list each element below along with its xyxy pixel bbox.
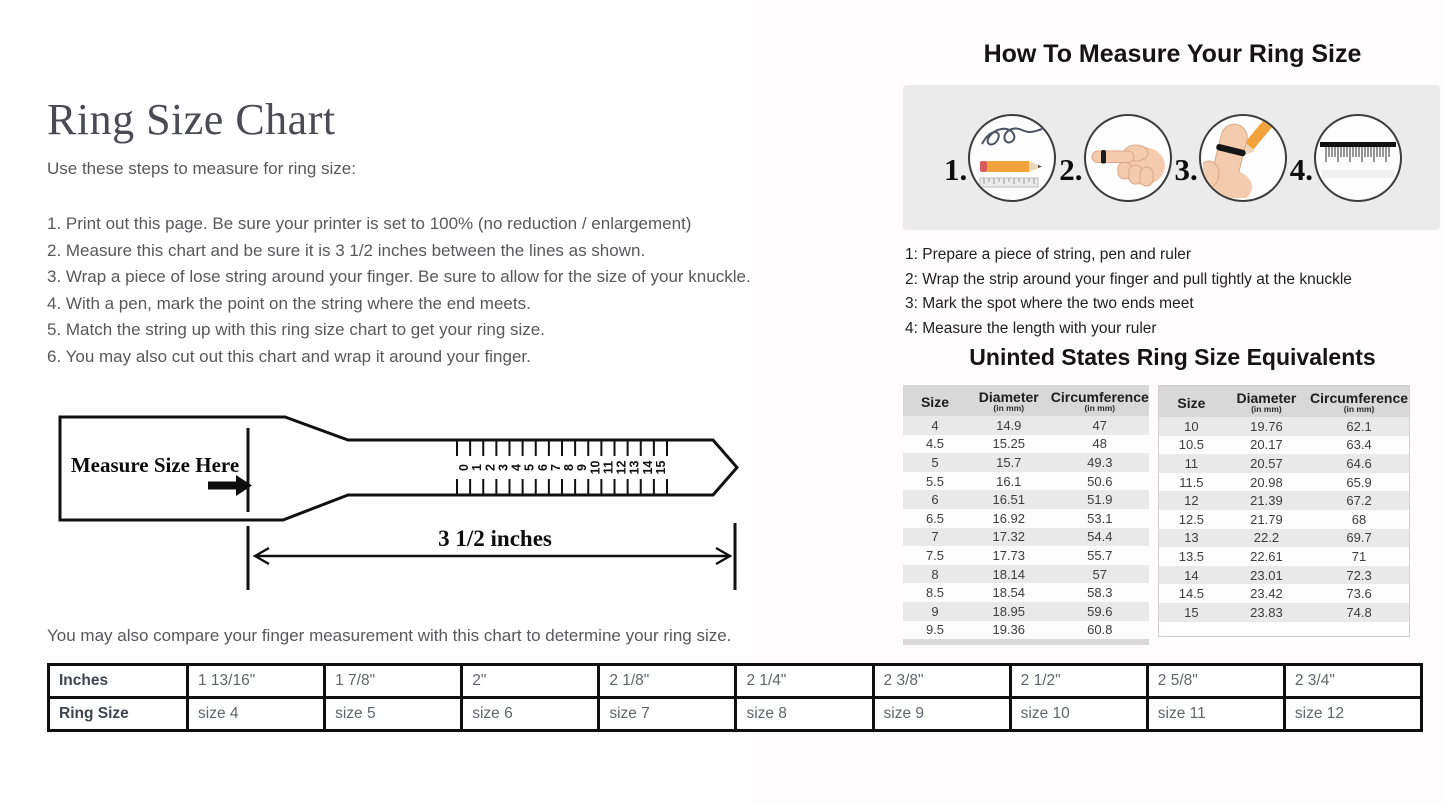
diameter-cell: 17.32 bbox=[967, 528, 1051, 547]
circumference-cell: 54.4 bbox=[1051, 528, 1149, 547]
unit-label: (in mm) bbox=[1251, 404, 1282, 414]
scale-number: 0 bbox=[457, 464, 472, 471]
size-cell: 6.5 bbox=[903, 509, 967, 528]
size-cell: 7 bbox=[903, 528, 967, 547]
diameter-cell: 19.76 bbox=[1224, 417, 1309, 436]
string-pen-ruler-icon bbox=[968, 114, 1056, 202]
diameter-cell: 21.79 bbox=[1224, 510, 1309, 529]
table-row bbox=[903, 416, 1149, 435]
diameter-cell: 16.92 bbox=[967, 509, 1051, 528]
table-row bbox=[1159, 473, 1410, 492]
diameter-header: Diameter (in mm) bbox=[967, 385, 1051, 416]
size-cell: 7.5 bbox=[903, 546, 967, 565]
ring-size-cell: size 11 bbox=[1147, 698, 1284, 731]
table-row bbox=[1159, 529, 1410, 548]
size-cell: 5.5 bbox=[903, 472, 967, 491]
ring-size-cell: size 8 bbox=[736, 698, 873, 731]
scale-number: 14 bbox=[640, 460, 655, 475]
ring-size-cell: size 5 bbox=[325, 698, 462, 731]
circumference-cell: 47 bbox=[1051, 416, 1149, 435]
size-cell: 13 bbox=[1159, 529, 1224, 548]
circumference-cell: 53.1 bbox=[1051, 509, 1149, 528]
table-row bbox=[903, 472, 1149, 491]
diameter-cell: 20.17 bbox=[1224, 436, 1309, 455]
scale-number: 5 bbox=[522, 464, 537, 471]
table-row bbox=[1159, 454, 1410, 473]
scale-number: 9 bbox=[575, 464, 590, 471]
size-cell: 9.5 bbox=[903, 621, 967, 640]
table-row bbox=[1159, 584, 1410, 603]
how-to-measure-title: How To Measure Your Ring Size bbox=[983, 40, 1362, 68]
unit-label: (in mm) bbox=[1343, 404, 1375, 414]
diameter-cell: 23.42 bbox=[1224, 584, 1309, 603]
diameter-cell: 17.73 bbox=[967, 546, 1051, 565]
diameter-cell: 16.51 bbox=[967, 490, 1051, 509]
instruction-step: 3. Wrap a piece of lose string around your finger. Be sure to allow for the size of your knuckle. bbox=[47, 267, 751, 286]
step-4-number: 4. bbox=[1289, 151, 1313, 187]
filler-cell bbox=[903, 639, 1149, 645]
scale-number: 6 bbox=[535, 464, 550, 471]
illustration-step-4 bbox=[1287, 114, 1402, 202]
scale-numbers bbox=[457, 461, 668, 475]
table-row bbox=[1159, 417, 1410, 436]
scale-number: 13 bbox=[627, 460, 642, 475]
size-cell: 9 bbox=[903, 602, 967, 621]
scale-number: 8 bbox=[562, 464, 577, 471]
diameter-header: Diameter (in mm) bbox=[1224, 386, 1309, 418]
us-size-tables bbox=[903, 385, 1410, 645]
us-equivalents-title: Uninted States Ring Size Equivalents bbox=[969, 344, 1376, 370]
circumference-cell: 59.6 bbox=[1051, 602, 1149, 621]
measure-step: 1: Prepare a piece of string, pen and ruler bbox=[905, 246, 1192, 263]
table-row bbox=[903, 546, 1149, 565]
size-header: Size bbox=[903, 385, 967, 416]
circumference-header: Circumference (in mm) bbox=[1051, 385, 1149, 416]
size-cell: 10 bbox=[1159, 417, 1224, 436]
size-cell: 11.5 bbox=[1159, 473, 1224, 492]
diameter-cell: 20.98 bbox=[1224, 473, 1309, 492]
page-title: Ring Size Chart bbox=[47, 95, 336, 144]
inches-cell: 2 3/4" bbox=[1284, 665, 1421, 698]
diameter-cell: 19.36 bbox=[967, 621, 1051, 640]
size-cell: 8 bbox=[903, 565, 967, 584]
circumference-cell: 51.9 bbox=[1051, 490, 1149, 509]
step-2-number: 2. bbox=[1059, 151, 1083, 187]
diameter-cell: 22.61 bbox=[1224, 547, 1309, 566]
table-row bbox=[903, 583, 1149, 602]
ring-size-cell: size 6 bbox=[462, 698, 599, 731]
size-cell: 12.5 bbox=[1159, 510, 1224, 529]
circumference-cell: 71 bbox=[1309, 547, 1409, 566]
size-cell: 14 bbox=[1159, 566, 1224, 585]
size-cell: 14.5 bbox=[1159, 584, 1224, 603]
ring-size-cell: size 12 bbox=[1284, 698, 1421, 731]
table-row bbox=[903, 435, 1149, 454]
inches-cell: 2 5/8" bbox=[1147, 665, 1284, 698]
circumference-cell: 74.8 bbox=[1309, 603, 1409, 622]
size-cell: 8.5 bbox=[903, 583, 967, 602]
unit-label: (in mm) bbox=[1084, 403, 1116, 413]
table-row bbox=[1159, 436, 1410, 455]
instruction-step: 2. Measure this chart and be sure it is 3 1/2 inches between the lines as shown. bbox=[47, 240, 646, 260]
circumference-cell: 55.7 bbox=[1051, 546, 1149, 565]
empty-row bbox=[1159, 622, 1410, 637]
circumference-cell: 62.1 bbox=[1309, 417, 1409, 436]
scale-number: 2 bbox=[483, 464, 498, 471]
ring-size-cell: size 4 bbox=[188, 698, 325, 731]
circumference-header: Circumference (in mm) bbox=[1309, 386, 1409, 418]
circumference-cell: 58.3 bbox=[1051, 583, 1149, 602]
diameter-cell: 23.83 bbox=[1224, 603, 1309, 622]
table-row bbox=[903, 621, 1149, 640]
scale-number: 12 bbox=[614, 460, 629, 475]
measure-step: 4: Measure the length with your ruler bbox=[905, 319, 1157, 337]
scale-number: 7 bbox=[548, 464, 563, 471]
circumference-cell: 60.8 bbox=[1051, 621, 1149, 640]
diameter-cell: 18.95 bbox=[967, 602, 1051, 621]
table-row bbox=[903, 565, 1149, 584]
compare-note: You may also compare your finger measurement with this chart to determine your ring size. bbox=[47, 626, 732, 645]
us-size-table-right bbox=[1158, 385, 1410, 637]
table-row bbox=[1159, 566, 1410, 585]
diameter-cell: 23.01 bbox=[1224, 566, 1309, 585]
inches-cell: 1 13/16" bbox=[188, 665, 325, 698]
inches-cell: 1 7/8" bbox=[325, 665, 462, 698]
illustration-step-3 bbox=[1172, 114, 1287, 202]
measure-ruler-icon bbox=[1314, 114, 1402, 202]
circumference-cell: 49.3 bbox=[1051, 453, 1149, 472]
ring-size-row-header: Ring Size bbox=[49, 698, 188, 731]
diameter-cell: 15.25 bbox=[967, 435, 1051, 454]
diameter-cell: 22.2 bbox=[1224, 529, 1309, 548]
scale-number: 4 bbox=[509, 464, 524, 471]
ring-size-cell: size 9 bbox=[873, 698, 1010, 731]
circumference-cell: 65.9 bbox=[1309, 473, 1409, 492]
diameter-cell: 21.39 bbox=[1224, 491, 1309, 510]
instruction-step: 1. Print out this page. Be sure your printer is set to 100% (no reduction / enlargement) bbox=[47, 214, 692, 233]
us-size-table-left bbox=[903, 385, 1149, 645]
table-header-row bbox=[1159, 386, 1410, 418]
measure-step: 3: Mark the spot where the two ends meet bbox=[905, 295, 1194, 313]
inches-cell: 2" bbox=[462, 665, 599, 698]
inches-ringsize-table bbox=[47, 663, 1423, 732]
scale-number: 11 bbox=[601, 460, 616, 475]
measure-size-here-label: Measure Size Here bbox=[70, 453, 240, 477]
size-cell: 5 bbox=[903, 453, 967, 472]
strip-row bbox=[903, 639, 1149, 645]
size-cell: 10.5 bbox=[1159, 436, 1224, 455]
ring-sizer-diagram bbox=[40, 413, 760, 603]
inches-cell: 2 1/4" bbox=[736, 665, 873, 698]
diameter-cell: 16.1 bbox=[967, 472, 1051, 491]
scale-number: 10 bbox=[588, 460, 603, 475]
how-to-measure-illustrations bbox=[903, 85, 1440, 230]
mark-spot-icon bbox=[1199, 114, 1287, 202]
table-row bbox=[903, 602, 1149, 621]
circumference-cell: 50.6 bbox=[1051, 472, 1149, 491]
size-header: Size bbox=[1159, 386, 1224, 418]
instruction-step: 5. Match the string up with this ring size chart to get your ring size. bbox=[47, 320, 545, 339]
diameter-cell: 15.7 bbox=[967, 453, 1051, 472]
instruction-steps bbox=[47, 211, 751, 370]
diameter-cell: 18.54 bbox=[967, 583, 1051, 602]
inches-cell: 2 1/2" bbox=[1010, 665, 1147, 698]
size-cell: 4 bbox=[903, 416, 967, 435]
size-cell: 11 bbox=[1159, 454, 1224, 473]
inches-row bbox=[49, 665, 1422, 698]
size-cell: 4.5 bbox=[903, 435, 967, 454]
step-3-number: 3. bbox=[1174, 151, 1198, 187]
ring-size-cell: size 7 bbox=[599, 698, 736, 731]
ring-size-row bbox=[49, 698, 1422, 731]
circumference-cell: 67.2 bbox=[1309, 491, 1409, 510]
scale-number: 15 bbox=[653, 460, 668, 475]
instruction-step: 4. With a pen, mark the point on the string where the end meets. bbox=[47, 293, 531, 313]
size-cell: 6 bbox=[903, 490, 967, 509]
inches-cell: 2 1/8" bbox=[599, 665, 736, 698]
circumference-cell: 68 bbox=[1309, 510, 1409, 529]
inches-cell: 2 3/8" bbox=[873, 665, 1010, 698]
scale-number: 1 bbox=[470, 464, 485, 471]
circumference-cell: 57 bbox=[1051, 565, 1149, 584]
circumference-cell: 73.6 bbox=[1309, 584, 1409, 603]
table-row bbox=[1159, 603, 1410, 622]
size-cell: 12 bbox=[1159, 491, 1224, 510]
table-row bbox=[1159, 491, 1410, 510]
intro-text: Use these steps to measure for ring size: bbox=[47, 159, 356, 178]
measure-step: 2: Wrap the strip around your finger and pull tightly at the knuckle bbox=[905, 270, 1352, 288]
step-1-number: 1. bbox=[944, 151, 968, 187]
illustration-step-1 bbox=[941, 114, 1056, 202]
illustration-step-2 bbox=[1056, 114, 1171, 202]
inches-row-header: Inches bbox=[49, 665, 188, 698]
measure-steps-text bbox=[905, 243, 1352, 341]
diameter-cell: 18.14 bbox=[967, 565, 1051, 584]
table-row bbox=[1159, 510, 1410, 529]
circumference-cell: 63.4 bbox=[1309, 436, 1409, 455]
instruction-step: 6. You may also cut out this chart and wrap it around your finger. bbox=[47, 346, 531, 366]
filler-cell bbox=[1159, 622, 1410, 637]
ring-size-cell: size 10 bbox=[1010, 698, 1147, 731]
ring-sizer-svg bbox=[40, 413, 760, 598]
circumference-cell: 72.3 bbox=[1309, 566, 1409, 585]
circumference-cell: 64.6 bbox=[1309, 454, 1409, 473]
scale-number: 3 bbox=[496, 464, 511, 471]
size-cell: 13.5 bbox=[1159, 547, 1224, 566]
size-cell: 15 bbox=[1159, 603, 1224, 622]
diameter-cell: 14.9 bbox=[967, 416, 1051, 435]
circumference-cell: 69.7 bbox=[1309, 529, 1409, 548]
table-row bbox=[903, 490, 1149, 509]
table-row bbox=[903, 509, 1149, 528]
inches-dimension-label: 3 1/2 inches bbox=[438, 526, 552, 551]
right-arrow-icon bbox=[208, 475, 252, 496]
circumference-cell: 48 bbox=[1051, 435, 1149, 454]
diameter-cell: 20.57 bbox=[1224, 454, 1309, 473]
wrap-finger-icon bbox=[1084, 114, 1172, 202]
table-header-row bbox=[903, 385, 1149, 416]
table-row bbox=[1159, 547, 1410, 566]
unit-label: (in mm) bbox=[993, 403, 1025, 413]
table-row bbox=[903, 453, 1149, 472]
table-row bbox=[903, 528, 1149, 547]
